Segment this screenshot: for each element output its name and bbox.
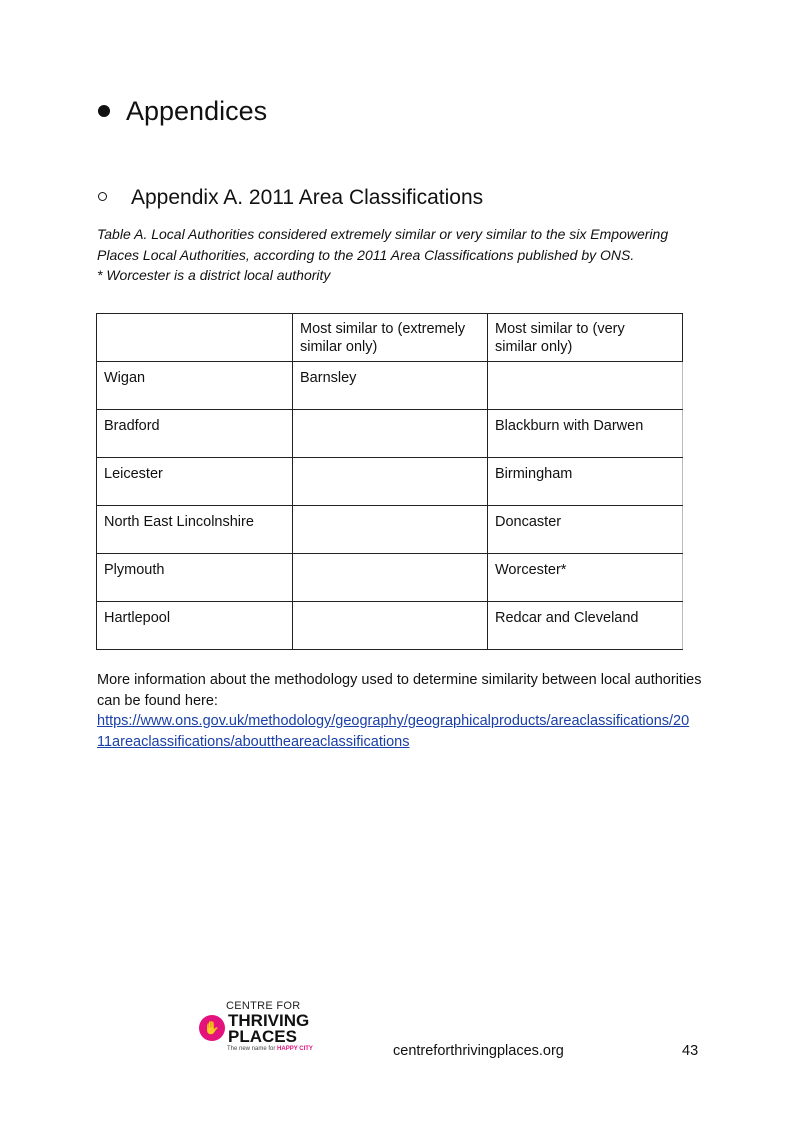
header-text: Most similar to (very xyxy=(495,321,625,337)
table-row xyxy=(97,410,683,458)
very-similar-cell xyxy=(488,362,683,410)
authority-cell: North East Lincolnshire xyxy=(97,506,293,554)
similarity-table xyxy=(96,313,683,650)
extremely-similar-cell xyxy=(293,554,488,602)
subsection-heading xyxy=(98,186,483,210)
header-text: Most similar to (extremely xyxy=(300,321,466,337)
caption-line: Table A. Local Authorities considered extremely similar or very similar to the six Empowering xyxy=(97,226,669,242)
centre-for-thriving-places-logo xyxy=(199,1000,329,1060)
logo-text: PLACES xyxy=(228,1027,297,1046)
header-text: similar only) xyxy=(495,339,573,355)
extremely-similar-cell: Barnsley xyxy=(293,362,488,410)
very-similar-cell: Redcar and Cleveland xyxy=(488,602,683,650)
subsection-heading-text: Appendix A. 2011 Area Classifications xyxy=(131,186,484,209)
hollow-bullet-icon xyxy=(98,192,107,201)
link-text: 11areaclassifications/abouttheareaclassifications xyxy=(97,733,410,750)
very-similar-cell: Worcester* xyxy=(488,554,683,602)
table-row xyxy=(97,506,683,554)
table-row xyxy=(97,458,683,506)
table-row xyxy=(97,554,683,602)
very-similar-cell: Doncaster xyxy=(488,506,683,554)
extremely-similar-cell xyxy=(293,410,488,458)
authority-cell: Hartlepool xyxy=(97,602,293,650)
header-cell-authority xyxy=(97,314,293,362)
filled-bullet-icon xyxy=(98,105,110,117)
extremely-similar-cell xyxy=(293,602,488,650)
extremely-similar-cell xyxy=(293,458,488,506)
very-similar-cell: Birmingham xyxy=(488,458,683,506)
link-text: https://www.ons.gov.uk/methodology/geography/geographicalproducts/areaclassifications/20 xyxy=(97,713,690,729)
table-row xyxy=(97,362,683,410)
more-info-text: More information about the methodology used to determine similarity between local authorities xyxy=(97,672,702,688)
caption-note: * Worcester is a district local authority xyxy=(97,267,331,283)
raised-hand-icon: ✋ xyxy=(199,1015,225,1041)
section-heading xyxy=(98,96,267,127)
page-number: 43 xyxy=(682,1043,699,1059)
table-caption xyxy=(97,224,737,286)
table-header-row xyxy=(97,314,683,362)
more-info-text: can be found here: xyxy=(97,692,218,709)
logo-tagline-brand: HAPPY CITY xyxy=(277,1046,313,1052)
logo-tagline xyxy=(227,1046,313,1052)
authority-cell: Plymouth xyxy=(97,554,293,602)
extremely-similar-cell xyxy=(293,506,488,554)
section-heading-text: Appendices xyxy=(126,96,268,126)
logo-text: CENTRE FOR xyxy=(226,1000,301,1012)
very-similar-cell: Blackburn with Darwen xyxy=(488,410,683,458)
header-cell-extremely-similar xyxy=(293,314,488,362)
authority-cell: Bradford xyxy=(97,410,293,458)
header-text: similar only) xyxy=(300,339,378,355)
logo-tagline-prefix: The new name for xyxy=(227,1046,276,1052)
ons-methodology-link[interactable] xyxy=(97,711,747,752)
authority-cell: Leicester xyxy=(97,458,293,506)
caption-line: Places Local Authorities, according to the 2011 Area Classifications published by ONS. xyxy=(97,246,635,263)
footer-website: centreforthrivingplaces.org xyxy=(393,1043,564,1059)
more-info xyxy=(97,670,747,752)
logo-text: THRIVING xyxy=(228,1011,310,1030)
table-row xyxy=(97,602,683,650)
header-cell-very-similar xyxy=(488,314,683,362)
authority-cell: Wigan xyxy=(97,362,293,410)
